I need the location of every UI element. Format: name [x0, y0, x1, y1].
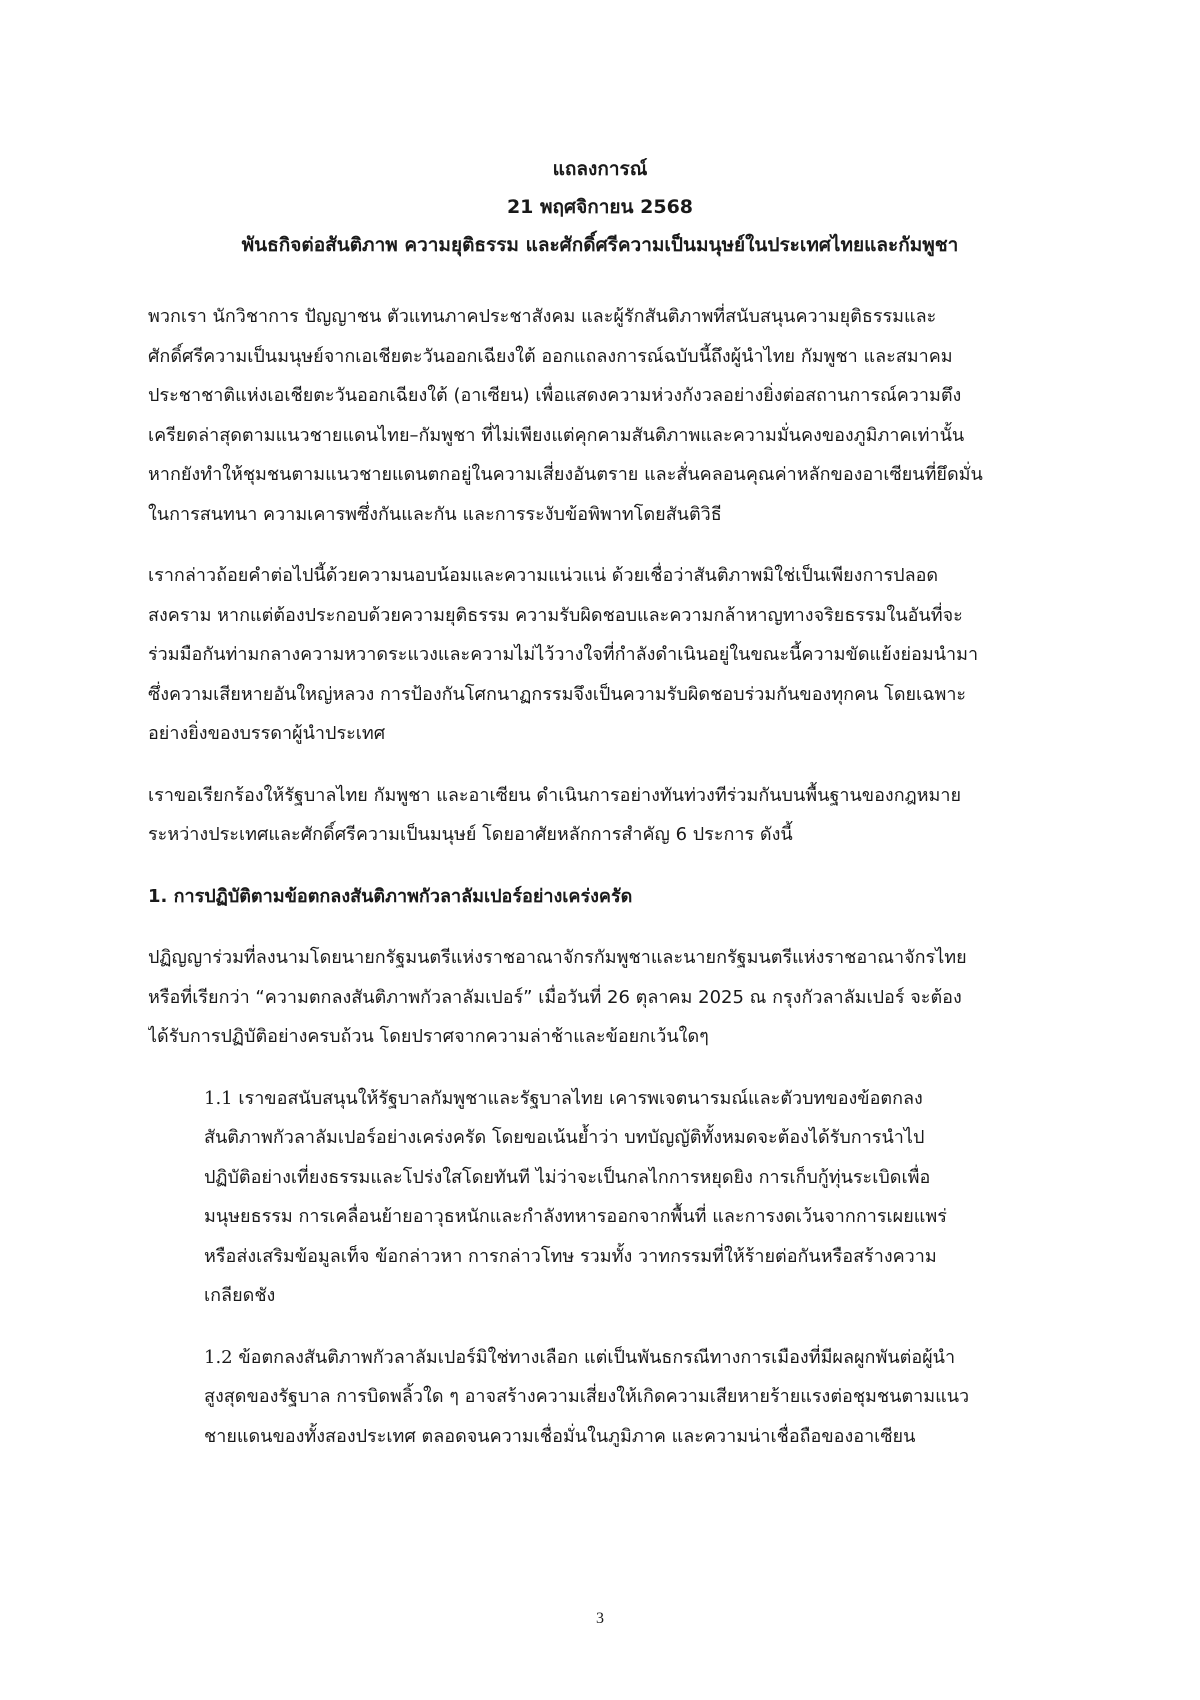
document-date: 21 พฤศจิกายน 2568 — [506, 196, 694, 218]
subsection-1-1 — [148, 1079, 1073, 1316]
paragraph-intro — [148, 297, 1073, 534]
text-line: ศักดิ์ศรีความเป็นมนุษย์จากเอเชียตะวันออกเฉียงใต้ ออกแถลงการณ์ฉบับนี้ถึงผู้นำไทย กัมพูชา และสมาคม — [148, 345, 953, 367]
text-line: เรากล่าวถ้อยคำต่อไปนี้ด้วยความนอบน้อมและความแน่วแน่ ด้วยเชื่อว่าสันติภาพมิใช่เป็นเพียงการปลอด — [148, 565, 939, 586]
text-line: ร่วมมือกันท่ามกลางความหวาดระแวงและความไม่ไว้วางใจที่กำลังดำเนินอยู่ในขณะนี้ความขัดแย้งย่อมนำมา — [148, 644, 979, 665]
text-line: เกลียดชัง — [204, 1285, 276, 1306]
subsection-number: 1.1 — [204, 1087, 233, 1109]
text-line: สันติภาพกัวลาลัมเปอร์อย่างเคร่งครัด โดยขอเน้นย้ำว่า บทบัญญัติทั้งหมดจะต้องได้รับการนำไป — [204, 1127, 925, 1148]
text-line: เครียดล่าสุดตามแนวชายแดนไทย–กัมพูชา ที่ไม่เพียงแต่คุกคามสันติภาพและความมั่นคงของภูมิภาคเท่านั้น — [148, 424, 965, 446]
document-header — [0, 150, 1200, 264]
subsection-number: 1.2 — [204, 1346, 233, 1368]
section-1-intro — [148, 938, 1073, 1057]
document-title: แถลงการณ์ — [552, 158, 648, 180]
text-line: ซึ่งความเสียหายอันใหญ่หลวง การป้องกันโศกนาฏกรรมจึงเป็นความรับผิดชอบร่วมกันของทุกคน โดยเฉพาะ — [148, 683, 967, 705]
text-line: มนุษยธรรม การเคลื่อนย้ายอาวุธหนักและกำลังทหารออกจากพื้นที่ และการงดเว้นจากการเผยแพร่ — [204, 1206, 947, 1227]
text-line: ระหว่างประเทศและศักดิ์ศรีความเป็นมนุษย์ โดยอาศัยหลักการสำคัญ 6 ประการ ดังนี้ — [148, 824, 793, 845]
text-line: ชายแดนของทั้งสองประเทศ ตลอดจนความเชื่อมั่นในภูมิภาค และความน่าเชื่อถือของอาเซียน — [204, 1425, 916, 1447]
text-line: อย่างยิ่งของบรรดาผู้นำประเทศ — [148, 723, 386, 744]
text-line: สูงสุดของรัฐบาล การบิดพลิ้วใด ๆ อาจสร้างความเสี่ยงให้เกิดความเสียหายร้ายแรงต่อชุมชนตามแนว — [204, 1386, 970, 1407]
page-number: 3 — [596, 1610, 604, 1627]
text-line: หรือส่งเสริมข้อมูลเท็จ ข้อกล่าวหา การกล่าวโทษ รวมทั้ง วาทกรรมที่ให้ร้ายต่อกันหรือสร้างความ — [204, 1245, 937, 1267]
text-line: สงคราม หากแต่ต้องประกอบด้วยความยุติธรรม ความรับผิดชอบและความกล้าหาญทางจริยธรรมในอันที่จะ — [148, 604, 963, 626]
text-line: ได้รับการปฏิบัติอย่างครบถ้วน โดยปราศจากความล่าช้าและข้อยกเว้นใดๆ — [148, 1026, 709, 1047]
text-line — [204, 1338, 1073, 1378]
text-line: ปฏิญญาร่วมที่ลงนามโดยนายกรัฐมนตรีแห่งราชอาณาจักรกัมพูชาและนายกรัฐมนตรีแห่งราชอาณาจักรไทย — [148, 947, 967, 968]
text-line — [204, 1079, 1073, 1119]
paragraph-statement — [148, 556, 1073, 754]
text-line: หรือที่เรียกว่า “ความตกลงสันติภาพกัวลาลัมเปอร์” เมื่อวันที่ 26 ตุลาคม 2025 ณ กรุงกัวลาลัมเปอร์ จะต้อง — [148, 986, 962, 1008]
document-subtitle: พันธกิจต่อสันติภาพ ความยุติธรรม และศักดิ์ศรีความเป็นมนุษย์ในประเทศไทยและกัมพูชา — [241, 234, 959, 256]
subsection-text: ข้อตกลงสันติภาพกัวลาลัมเปอร์มิใช่ทางเลือก แต่เป็นพันธกรณีทางการเมืองที่มีผลผูกพันต่อผู้นำ — [238, 1346, 956, 1368]
subsection-1-2 — [148, 1338, 1073, 1457]
subsection-text: เราขอสนับสนุนให้รัฐบาลกัมพูชาและรัฐบาลไทย เคารพเจตนารมณ์และตัวบทของข้อตกลง — [238, 1087, 923, 1109]
text-line: ในการสนทนา ความเคารพซึ่งกันและกัน และการระงับข้อพิพาทโดยสันติวิธี — [148, 503, 722, 525]
text-line: พวกเรา นักวิชาการ ปัญญาชน ตัวแทนภาคประชาสังคม และผู้รักสันติภาพที่สนับสนุนความยุติธรรมและ — [148, 306, 937, 327]
paragraph-call-to-action — [148, 776, 1073, 855]
text-line: ประชาชาติแห่งเอเชียตะวันออกเฉียงใต้ (อาเซียน) เพื่อแสดงความห่วงกังวลอย่างยิ่งต่อสถานการณ์ความตึง — [148, 385, 962, 406]
section-1-heading: 1. การปฏิบัติตามข้อตกลงสันติภาพกัวลาลัมเปอร์อย่างเคร่งครัด — [148, 885, 633, 907]
text-line: ปฏิบัติอย่างเที่ยงธรรมและโปร่งใสโดยทันที ไม่ว่าจะเป็นกลไกการหยุดยิง การเก็บกู้ทุ่นระเบิดเพื่อ — [204, 1166, 931, 1188]
text-line: เราขอเรียกร้องให้รัฐบาลไทย กัมพูชา และอาเซียน ดำเนินการอย่างทันท่วงทีร่วมกันบนพื้นฐานของกฎหมาย — [148, 784, 962, 806]
document-body — [148, 297, 1073, 1478]
text-line: หากยังทำให้ชุมชนตามแนวชายแดนตกอยู่ในความเสี่ยงอันตราย และสั่นคลอนคุณค่าหลักของอาเซียนที่ยึดมั่น — [148, 464, 983, 485]
